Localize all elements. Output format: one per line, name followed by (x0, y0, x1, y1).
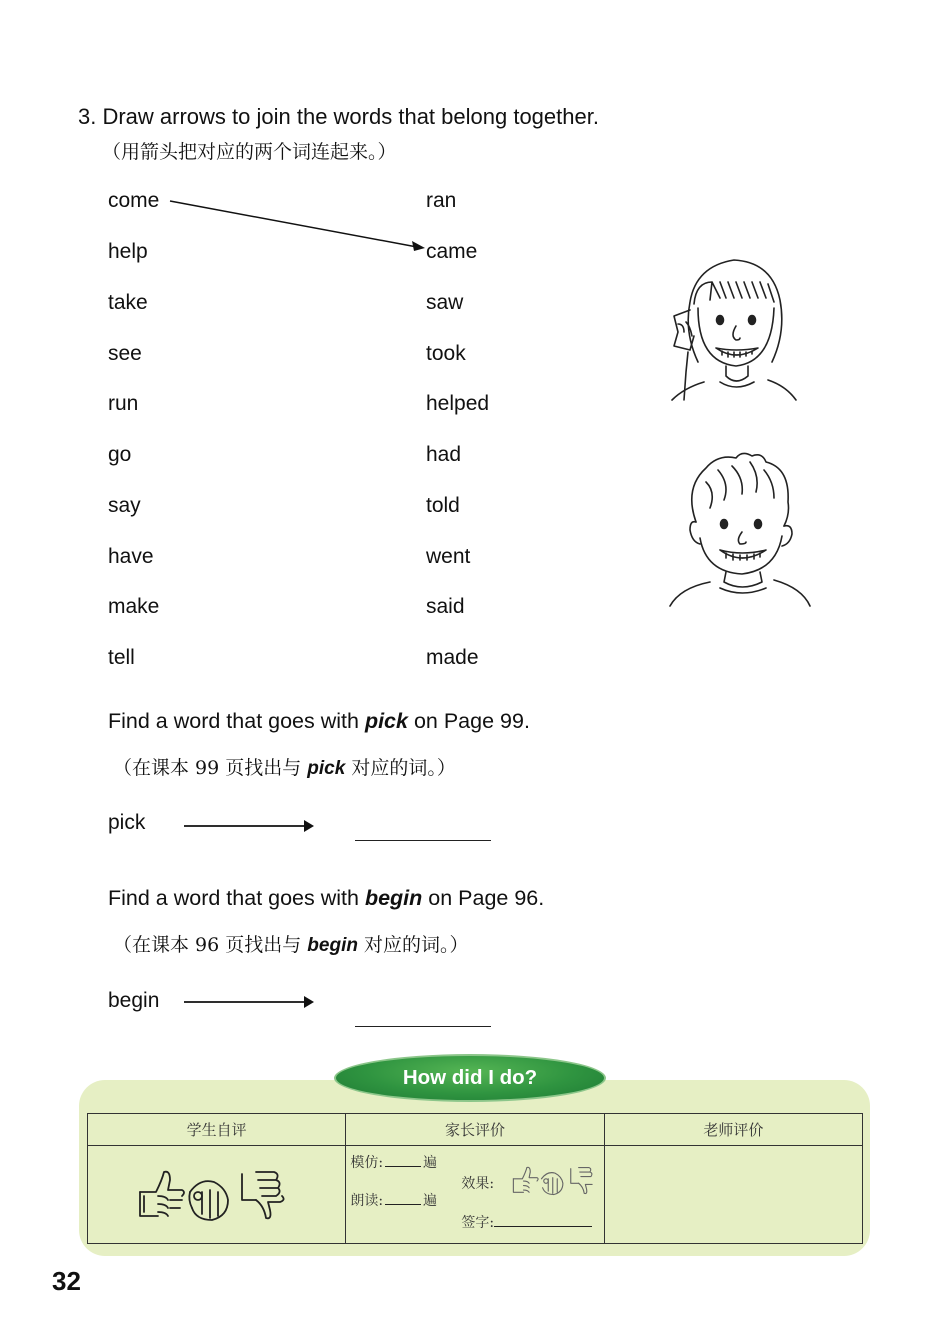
imitate-unit: 遍 (423, 1155, 438, 1171)
find-prompt-begin (108, 886, 544, 911)
girl-illustration (664, 252, 799, 404)
left-word: make (108, 595, 160, 618)
left-word: tell (108, 646, 135, 669)
imitate-blank[interactable] (385, 1165, 421, 1167)
evaluation-table (87, 1113, 863, 1244)
read-label: 朗读: (350, 1193, 384, 1209)
prompt-text: 对应的词。） (357, 934, 469, 956)
right-word: took (426, 342, 466, 365)
read-blank[interactable] (385, 1203, 421, 1205)
left-word: see (108, 342, 142, 365)
sign-blank[interactable] (494, 1225, 592, 1227)
parent-eval-header: 家长评价 (346, 1114, 604, 1146)
right-word: came (426, 240, 478, 263)
find-prompt-pick-chinese (113, 753, 456, 780)
page-number: 32 (52, 1266, 81, 1296)
answer-blank[interactable] (355, 838, 491, 841)
boy-illustration (666, 448, 814, 610)
parent-eval-cell (346, 1146, 604, 1244)
effect-label: 效果: (461, 1176, 495, 1192)
imitate-label: 模仿: (350, 1155, 384, 1171)
ok-hand-icon (542, 1173, 563, 1195)
left-word: say (108, 494, 141, 517)
sign-row (461, 1212, 592, 1232)
prompt-text: （在课本 96 页找出与 (113, 934, 308, 956)
sign-label: 签字: (461, 1215, 495, 1231)
prompt-text: （在课本 99 页找出与 (113, 757, 308, 779)
ok-hand-icon (189, 1181, 228, 1220)
self-eval-cell (88, 1146, 346, 1244)
prompt-text: Find a word that goes with (108, 709, 365, 733)
left-word: help (108, 240, 148, 263)
left-word: take (108, 291, 148, 314)
self-eval-icons (134, 1166, 294, 1226)
prompt-keyword: begin (364, 886, 423, 910)
prompt-keyword: pick (364, 709, 408, 733)
find-prompt-pick (108, 709, 530, 734)
left-word: come (108, 189, 160, 212)
right-word: helped (426, 392, 490, 415)
prompt-text: on Page 99. (407, 709, 530, 733)
example-arrow-icon (160, 190, 435, 260)
prompt-text: Find a word that goes with (108, 886, 365, 910)
find-prompt-begin-chinese (113, 930, 469, 957)
effect-icons[interactable] (510, 1164, 600, 1198)
answer-blank[interactable] (355, 1024, 491, 1027)
right-word: ran (426, 189, 457, 212)
exercise-instruction: 3. Draw arrows to join the words that belong together. (78, 104, 599, 129)
source-word-begin: begin (108, 989, 160, 1012)
arrow-right-icon (182, 816, 316, 836)
arrow-right-icon (182, 992, 316, 1012)
right-word: saw (426, 291, 464, 314)
read-unit: 遍 (423, 1193, 438, 1209)
prompt-text: 对应的词。） (345, 757, 456, 779)
prompt-keyword: pick (307, 758, 346, 779)
imitate-row (350, 1152, 437, 1172)
left-word: go (108, 443, 132, 466)
source-word-pick: pick (108, 811, 146, 834)
thumbs-up-icon (140, 1172, 184, 1216)
prompt-text: on Page 96. (422, 886, 545, 910)
right-word: went (426, 545, 471, 568)
self-eval-header: 学生自评 (88, 1114, 346, 1146)
left-word: have (108, 545, 154, 568)
prompt-keyword: begin (307, 935, 358, 956)
right-word: had (426, 443, 462, 466)
read-row (350, 1190, 437, 1210)
left-word: run (108, 392, 139, 415)
right-word: told (426, 494, 460, 517)
evaluation-title: How did I do? (334, 1054, 606, 1102)
teacher-eval-header: 老师评价 (604, 1114, 862, 1146)
thumbs-up-icon (514, 1167, 539, 1192)
teacher-eval-cell (604, 1146, 862, 1244)
exercise-instruction-chinese: （用箭头把对应的两个词连起来。） (102, 141, 397, 163)
right-word: made (426, 646, 479, 669)
right-word: said (426, 595, 465, 618)
thumbs-down-icon (571, 1168, 592, 1194)
thumbs-down-icon (242, 1172, 284, 1218)
